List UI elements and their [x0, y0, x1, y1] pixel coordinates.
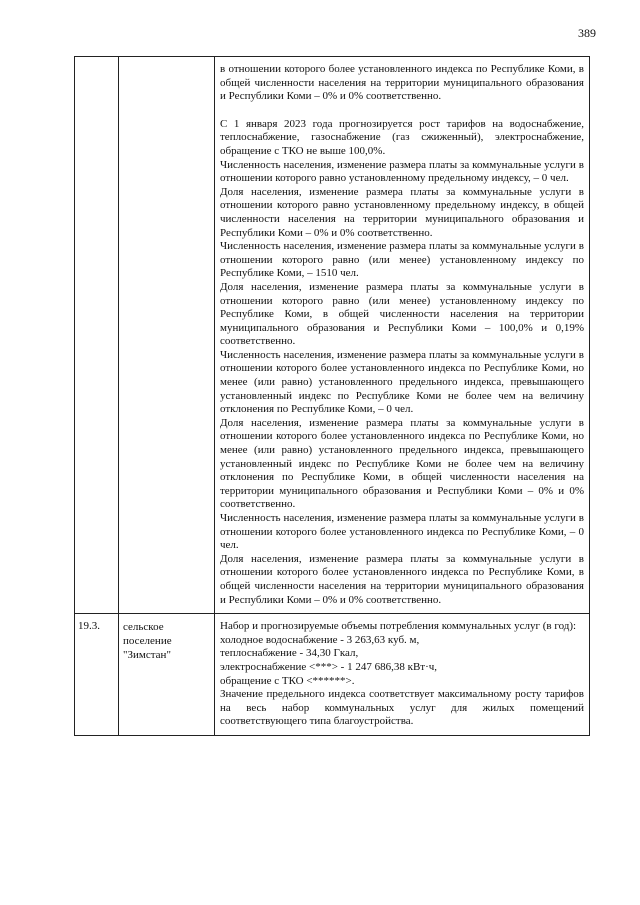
paragraph: Доля населения, изменение размера платы за коммунальные услуги в отношении которого равно установленному предельному индексу, в общей численности населения на территории муниципального образования и Республики Коми – 0% и 0% соответственно. — [220, 185, 584, 239]
table-row-continuation — [75, 57, 589, 613]
description-cell — [215, 614, 589, 735]
paragraph: в отношении которого более установленного индекса по Республике Коми, в общей численности населения на территории муниципального образования и Республики Коми – 0% и 0% соответственно. — [220, 63, 584, 103]
row-number-cell: 19.3. — [75, 614, 119, 735]
municipality-cell — [119, 57, 215, 613]
paragraph: теплоснабжение - 34,30 Гкал, — [220, 647, 359, 660]
paragraph: Значение предельного индекса соответствует максимальному росту тарифов на весь набор коммунальных услуг для жилых помещений соответствующего типа благоустройства. — [220, 688, 584, 728]
paragraph: электроснабжение <***> - 1 247 686,38 кВт·ч, — [220, 660, 438, 673]
paragraph: обращение с ТКО <******>. — [220, 674, 355, 687]
paragraph: С 1 января 2023 года прогнозируется рост тарифов на водоснабжение, теплоснабжение, газоснабжение (газ сжиженный), электроснабжение, обращение с ТКО не выше 100,0%. — [220, 117, 584, 157]
paragraph: Доля населения, изменение размера платы за коммунальные услуги в отношении которого равно (или менее) установленному индексу по Республике Коми, в общей численности населения на территории муниципального образования и Республики Коми – 100,0% и 0,19% соответственно. — [220, 280, 584, 348]
paragraph: Численность населения, изменение размера платы за коммунальные услуги в отношении которого более установленного индекса по Республике Коми, – 0 чел. — [220, 512, 584, 552]
paragraph: Доля населения, изменение размера платы за коммунальные услуги в отношении которого более установленного индекса по Республике Коми, в общей численности населения на территории муниципального образования и Республики Коми – 0% и 0% соответственно. — [220, 552, 584, 606]
paragraph-gap — [220, 104, 584, 118]
paragraph: холодное водоснабжение - 3 263,63 куб. м, — [220, 633, 420, 646]
paragraph: Численность населения, изменение размера платы за коммунальные услуги в отношении которого более установленного индекса по Республике Коми, но менее (или равно) установленного предельного индекса, превышающего установленный индекс по Республике Коми не более чем на величину отклонения по Республике Коми, – 0 чел. — [220, 348, 584, 416]
paragraph: Численность населения, изменение размера платы за коммунальные услуги в отношении которого равно установленному предельному индексу, – 0 чел. — [220, 158, 584, 185]
paragraph: Численность населения, изменение размера платы за коммунальные услуги в отношении которого равно (или менее) установленному индексу по Республике Коми, – 1510 чел. — [220, 240, 584, 280]
table-row-19-3 — [75, 613, 589, 735]
paragraph: Доля населения, изменение размера платы за коммунальные услуги в отношении которого более установленного индекса по Республике Коми, но менее (или равно) установленного предельного индекса, превышающего установленный индекс по Республике Коми не более чем на величину отклонения по Республике Коми, в общей численности населения на территории муниципального образования и Республики Коми – 0% и 0% соответственно. — [220, 416, 584, 511]
municipality-cell: сельское поселение "Зимстан" — [119, 614, 215, 735]
paragraph: Набор и прогнозируемые объемы потребления коммунальных услуг (в год): — [220, 620, 577, 633]
page-number: 389 — [578, 26, 596, 40]
description-cell — [215, 57, 589, 613]
document-table — [74, 56, 590, 736]
row-number-cell — [75, 57, 119, 613]
